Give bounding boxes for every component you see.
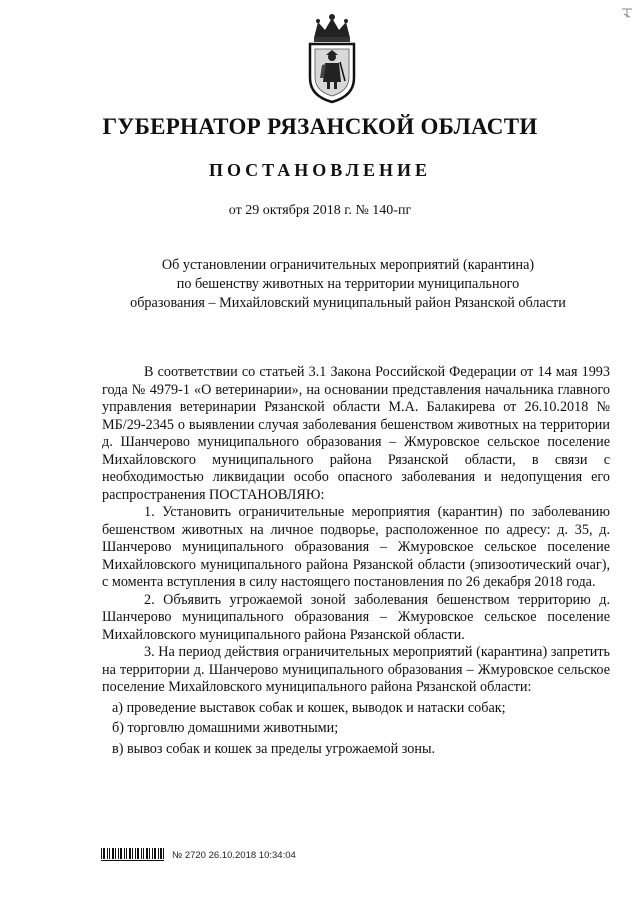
subject-line: Об установлении ограничительных мероприятий (карантина)	[161, 257, 535, 273]
corner-mark-icon	[620, 6, 634, 20]
clause-2: 2. Объявить угрожаемой зоной заболевания бешенством территорию д. Шанчерово муниципального образования – Жмуровское сельское поселение Михайловского муниципального района Рязанской области.	[102, 591, 610, 643]
preamble-paragraph: В соответствии со статьей 3.1 Закона Российской Федерации от 14 мая 1993 года № 4979-1 «О ветеринарии», на основании представления начальника главного управления ветеринарии Рязанской области М.А. Балакирева от 26.10.2018 № МБ/29-2345 о выявлении случая заболевания бешенством животных на территории д. Шанчерово муниципального образования – Жмуровское сельское поселение Михайловского муниципального района Рязанской области, в связи с необходимостью ликвидации особо опасного заболевания и недопущения его распространения ПОСТАНОВЛЯЮ:	[102, 364, 610, 503]
subject-line: по бешенству животных на территории муниципального	[176, 276, 520, 292]
clause-3-sub-c: в) вывоз собак и кошек за пределы угрожаемой зоны.	[112, 740, 436, 757]
registration-footer	[100, 846, 296, 864]
document-type: ПОСТАНОВЛЕНИЕ	[208, 160, 432, 180]
clause-3-sub-a: а) проведение выставок собак и кошек, выводок и натаски собак;	[112, 699, 506, 716]
barcode-icon	[100, 847, 166, 863]
document-body	[102, 364, 610, 758]
clause-1: 1. Установить ограничительные мероприятия (карантин) по заболеванию бешенством животных на личное подворье, расположенное по адресу: д. 35, д. Шанчерово муниципального образования – Жмуровское сельское поселение Михайловского муниципального района Рязанской области (эпизоотический очаг), с момента вступления в силу настоящего постановления по 26 декабря 2018 года.	[102, 504, 610, 590]
clause-3-sub-b: б) торговлю домашними животными;	[112, 720, 339, 736]
registration-stamp: № 2720 26.10.2018 10:34:04	[172, 849, 296, 861]
document-subject	[98, 256, 598, 313]
document-number-date: от 29 октября 2018 г. № 140-пг	[228, 203, 412, 218]
clause-3: 3. На период действия ограничительных мероприятий (карантина) запретить на территории д. Шанчерово муниципального образования – Жмуровское сельское поселение Михайловского муниципального района Рязанской области:	[102, 644, 610, 695]
coat-of-arms-icon	[300, 12, 364, 104]
subject-line: образования – Михайловский муниципальный район Рязанской области	[130, 295, 566, 311]
page-title: ГУБЕРНАТОР РЯЗАНСКОЙ ОБЛАСТИ	[102, 114, 538, 139]
